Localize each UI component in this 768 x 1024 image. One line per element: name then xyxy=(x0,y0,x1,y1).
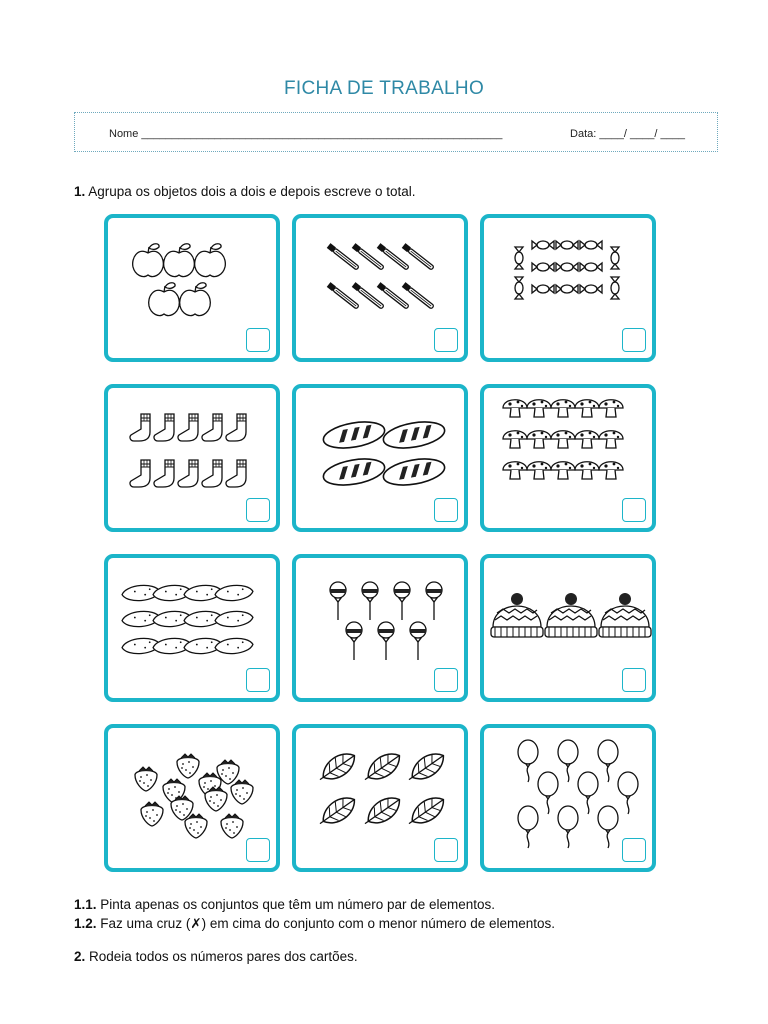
question-text: Agrupa os objetos dois a dois e depois escreve o total. xyxy=(88,184,416,199)
counting-card[interactable] xyxy=(480,554,656,702)
answer-box[interactable] xyxy=(434,498,458,522)
answer-box[interactable] xyxy=(434,668,458,692)
question-1-1 xyxy=(74,897,495,912)
counting-card[interactable] xyxy=(292,214,468,362)
question-2 xyxy=(74,949,358,964)
counting-card[interactable] xyxy=(480,724,656,872)
counting-card[interactable] xyxy=(104,724,280,872)
question-1 xyxy=(74,184,416,199)
counting-card[interactable] xyxy=(480,214,656,362)
answer-box[interactable] xyxy=(246,838,270,862)
question-text: Faz uma cruz (✗) em cima do conjunto com o menor número de elementos. xyxy=(100,916,556,931)
date-field[interactable]: Data: ____/ ____/ ____ xyxy=(570,128,685,140)
counting-card[interactable] xyxy=(480,384,656,532)
answer-box[interactable] xyxy=(622,838,646,862)
question-text: Rodeia todos os números pares dos cartões. xyxy=(89,949,358,964)
counting-card[interactable] xyxy=(104,384,280,532)
question-number: 1.1. xyxy=(74,897,97,912)
name-field[interactable]: Nome ___________________________________________________________ xyxy=(109,128,503,140)
question-1-2 xyxy=(74,916,555,932)
question-number: 1.2. xyxy=(74,916,97,931)
page-title: FICHA DE TRABALHO xyxy=(283,78,485,99)
counting-card[interactable] xyxy=(104,214,280,362)
question-number: 2. xyxy=(74,949,86,964)
answer-box[interactable] xyxy=(434,838,458,862)
counting-card[interactable] xyxy=(292,384,468,532)
question-text: Pinta apenas os conjuntos que têm um número par de elementos. xyxy=(100,897,496,912)
counting-card[interactable] xyxy=(292,554,468,702)
answer-box[interactable] xyxy=(246,328,270,352)
answer-box[interactable] xyxy=(246,668,270,692)
answer-box[interactable] xyxy=(622,498,646,522)
student-info-box xyxy=(74,112,718,152)
answer-box[interactable] xyxy=(246,498,270,522)
answer-box[interactable] xyxy=(622,328,646,352)
counting-card[interactable] xyxy=(104,554,280,702)
question-number: 1. xyxy=(74,184,86,199)
answer-box[interactable] xyxy=(434,328,458,352)
counting-card[interactable] xyxy=(292,724,468,872)
answer-box[interactable] xyxy=(622,668,646,692)
